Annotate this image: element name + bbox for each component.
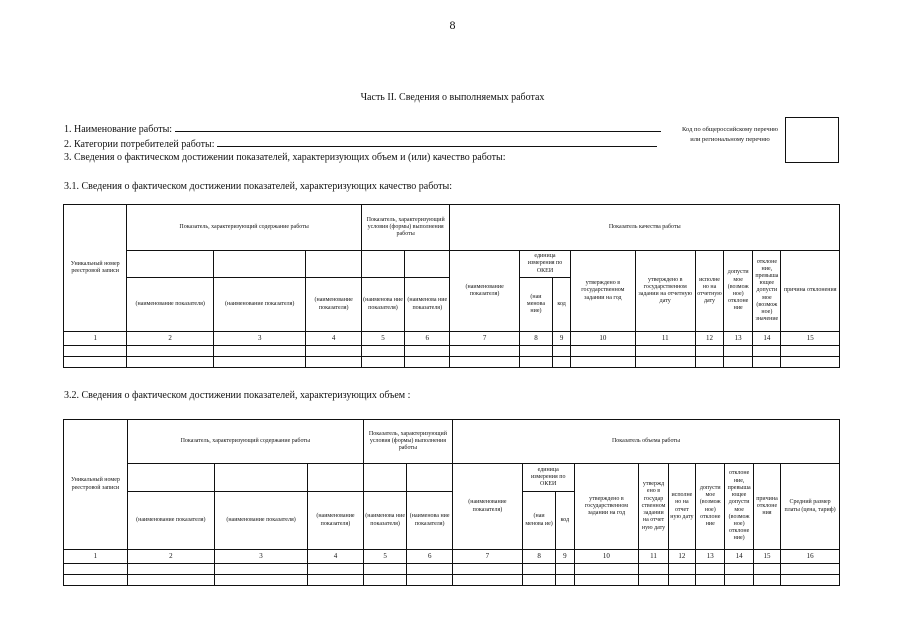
table-cell[interactable] [556,564,574,575]
content-indicator-header: Показатель, характеризующий содержание работы [127,205,361,251]
column-number: 4 [306,332,361,346]
work-name-line [64,122,661,135]
content-name-header: (наименование показателя) [308,492,364,550]
column-number: 1 [64,550,128,564]
table-cell[interactable] [635,357,695,368]
table-cell[interactable] [363,564,407,575]
column-number: 15 [753,550,780,564]
table-cell[interactable] [306,346,361,357]
conditions-indicator-header: Показатель, характеризующий условия (формы) выполнения работы [363,420,452,464]
table-cell[interactable] [668,575,695,586]
column-number: 9 [553,332,571,346]
table-cell[interactable] [556,575,574,586]
table-cell[interactable] [519,346,552,357]
table-cell[interactable] [64,564,128,575]
facts-line: 3. Сведения о фактическом достижении показателей, характеризующих объем и (или) качество работы: [64,152,506,163]
table-cell[interactable] [724,346,753,357]
conditions-cell [363,464,407,492]
column-number: 1 [64,332,127,346]
column-number: 2 [127,332,214,346]
column-number: 3 [214,550,307,564]
column-number: 13 [696,550,725,564]
exceeding-deviation-header: отклоне ние, превыша ющее допусти мое (возмож ное) отклоне ние) [725,464,753,550]
table-cell[interactable] [522,564,555,575]
table-cell[interactable] [753,357,781,368]
indicator-name-header: (наименование показателя) [450,251,519,332]
table-cell[interactable] [213,357,306,368]
indicator-name-header: (наименование показателя) [452,464,522,550]
table-cell[interactable] [407,575,453,586]
column-number: 16 [781,550,840,564]
content-name-header: (наименование показателя) [127,278,214,332]
table-cell[interactable] [361,357,404,368]
table-cell[interactable] [695,346,723,357]
table-cell[interactable] [553,346,571,357]
table-cell[interactable] [127,357,214,368]
table-cell[interactable] [639,575,668,586]
table-cell[interactable] [306,357,361,368]
table-cell[interactable] [696,564,725,575]
approved-date-header: утверждено в государственном задании на отчетную дату [635,251,695,332]
content-indicator-header: Показатель, характеризующий содержание работы [127,420,363,464]
volume-table [63,419,840,586]
unit-code-header: код [556,492,574,550]
table-cell[interactable] [753,346,781,357]
column-number: 2 [127,550,214,564]
content-cell [127,464,214,492]
table-cell[interactable] [696,575,725,586]
table-cell[interactable] [639,564,668,575]
table-cell[interactable] [127,564,214,575]
registry-code-box[interactable] [785,117,839,163]
table-cell[interactable] [127,575,214,586]
table-cell[interactable] [64,575,128,586]
content-cell [308,464,364,492]
table-cell[interactable] [450,357,519,368]
column-number: 12 [695,332,723,346]
content-name-header: (наименование показателя) [213,278,306,332]
column-number: 10 [571,332,635,346]
unit-code-header: код [553,278,571,332]
table-cell[interactable] [725,575,753,586]
consumers-label: 2. Категории потребителей работы: [64,139,215,150]
exceeding-deviation-header: отклоне ние, превыша ющее допусти мое (возмож ное) значение [753,251,781,332]
conditions-name-header: (наименова ние показателя) [405,278,450,332]
allowed-deviation-header: допусти мое (возмож ное) отклоне ние [724,251,753,332]
consumers-line [64,137,657,150]
part-title: Часть II. Сведения о выполняемых работах [360,92,545,103]
page-number: 8 [449,18,456,32]
column-number: 10 [574,550,639,564]
table-cell[interactable] [781,575,840,586]
unit-name-header: (наи менова ние) [519,278,552,332]
column-number: 6 [407,550,453,564]
column-number: 13 [724,332,753,346]
table-cell[interactable] [519,357,552,368]
table-cell[interactable] [450,346,519,357]
content-cell [127,251,214,278]
table-cell[interactable] [553,357,571,368]
column-number: 11 [639,550,668,564]
table-cell[interactable] [213,346,306,357]
conditions-indicator-header: Показатель, характеризующий условия (формы) выполнения работы [361,205,450,251]
table-cell[interactable] [753,575,780,586]
allowed-deviation-header: допусти мое (возмож ное) отклоне ние [696,464,725,550]
conditions-cell [407,464,453,492]
table-cell[interactable] [214,575,307,586]
deviation-reason-header: причина отклоне ния [753,464,780,550]
unique-number-header: Уникальный номер реестровой записи [64,420,128,550]
table-cell[interactable] [452,575,522,586]
column-number: 7 [452,550,522,564]
table-cell[interactable] [571,357,635,368]
table-cell[interactable] [214,564,307,575]
table-cell[interactable] [695,357,723,368]
executed-header: исполне но на отчет ную дату [668,464,695,550]
table-cell[interactable] [127,346,214,357]
column-number: 12 [668,550,695,564]
table-cell[interactable] [635,346,695,357]
column-number: 9 [556,550,574,564]
table-cell[interactable] [361,346,404,357]
table-cell[interactable] [574,575,639,586]
deviation-reason-header: причина отклонения [781,251,840,332]
column-number: 14 [753,332,781,346]
table-cell[interactable] [781,357,840,368]
conditions-name-header: (наименова ние показателя) [363,492,407,550]
executed-header: исполне но на отчетную дату [695,251,723,332]
content-name-header: (наименование показателя) [127,492,214,550]
column-number: 11 [635,332,695,346]
table-cell[interactable] [571,346,635,357]
table-cell[interactable] [64,346,127,357]
column-number: 14 [725,550,753,564]
table-cell[interactable] [407,564,453,575]
table-cell[interactable] [668,564,695,575]
content-name-header: (наименование показателя) [306,278,361,332]
registry-code-label: Код по общероссийскому перечню или региональному перечню [682,126,778,143]
table-cell[interactable] [405,357,450,368]
table-cell[interactable] [363,575,407,586]
average-price-header: Средний размер платы (цена, тариф) [781,464,840,550]
approved-year-header: утверждено в государственном задании на год [574,464,639,550]
table-cell[interactable] [574,564,639,575]
consumers-field[interactable] [217,137,657,147]
content-cell [306,251,361,278]
table-cell[interactable] [781,346,840,357]
conditions-name-header: (наименова ние показателя) [407,492,453,550]
conditions-name-header: (наименова ние показателя) [361,278,404,332]
work-name-label: 1. Наименование работы: [64,124,173,135]
approved-date-header: утвержд ено в государ ственном задании на отчет ную дату [639,464,668,550]
content-cell [213,251,306,278]
column-number: 7 [450,332,519,346]
column-number: 5 [361,332,404,346]
column-number: 6 [405,332,450,346]
table-cell[interactable] [725,564,753,575]
table-cell[interactable] [753,564,780,575]
table-cell[interactable] [724,357,753,368]
unique-number-header: Уникальный номер реестровой записи [64,205,127,332]
table-cell[interactable] [781,564,840,575]
volume-indicator-header: Показатель объема работы [452,420,839,464]
column-number: 5 [363,550,407,564]
table-cell[interactable] [308,564,364,575]
section-3-1-title: 3.1. Сведения о фактическом достижении показателей, характеризующих качество работы: [64,181,453,192]
column-number: 15 [781,332,840,346]
column-number: 8 [522,550,555,564]
approved-year-header: утверждено в государственном задании на год [571,251,635,332]
table-cell[interactable] [64,357,127,368]
unit-name-header: (наи менова ие) [522,492,555,550]
conditions-cell [361,251,404,278]
table-cell[interactable] [522,575,555,586]
column-number: 4 [308,550,364,564]
quality-indicator-header: Показатель качества работы [450,205,840,251]
column-number: 8 [519,332,552,346]
table-cell[interactable] [308,575,364,586]
quality-table [63,204,840,368]
content-name-header: (наименование показателя) [214,492,307,550]
work-name-field[interactable] [175,122,661,132]
unit-header: единица измерения по ОКЕИ [519,251,570,278]
section-3-2-title: 3.2. Сведения о фактическом достижении показателей, характеризующих объем : [64,390,411,401]
unit-header: единица измерения по ОКЕИ [522,464,574,492]
table-cell[interactable] [405,346,450,357]
conditions-cell [405,251,450,278]
content-cell [214,464,307,492]
table-cell[interactable] [452,564,522,575]
column-number: 3 [213,332,306,346]
